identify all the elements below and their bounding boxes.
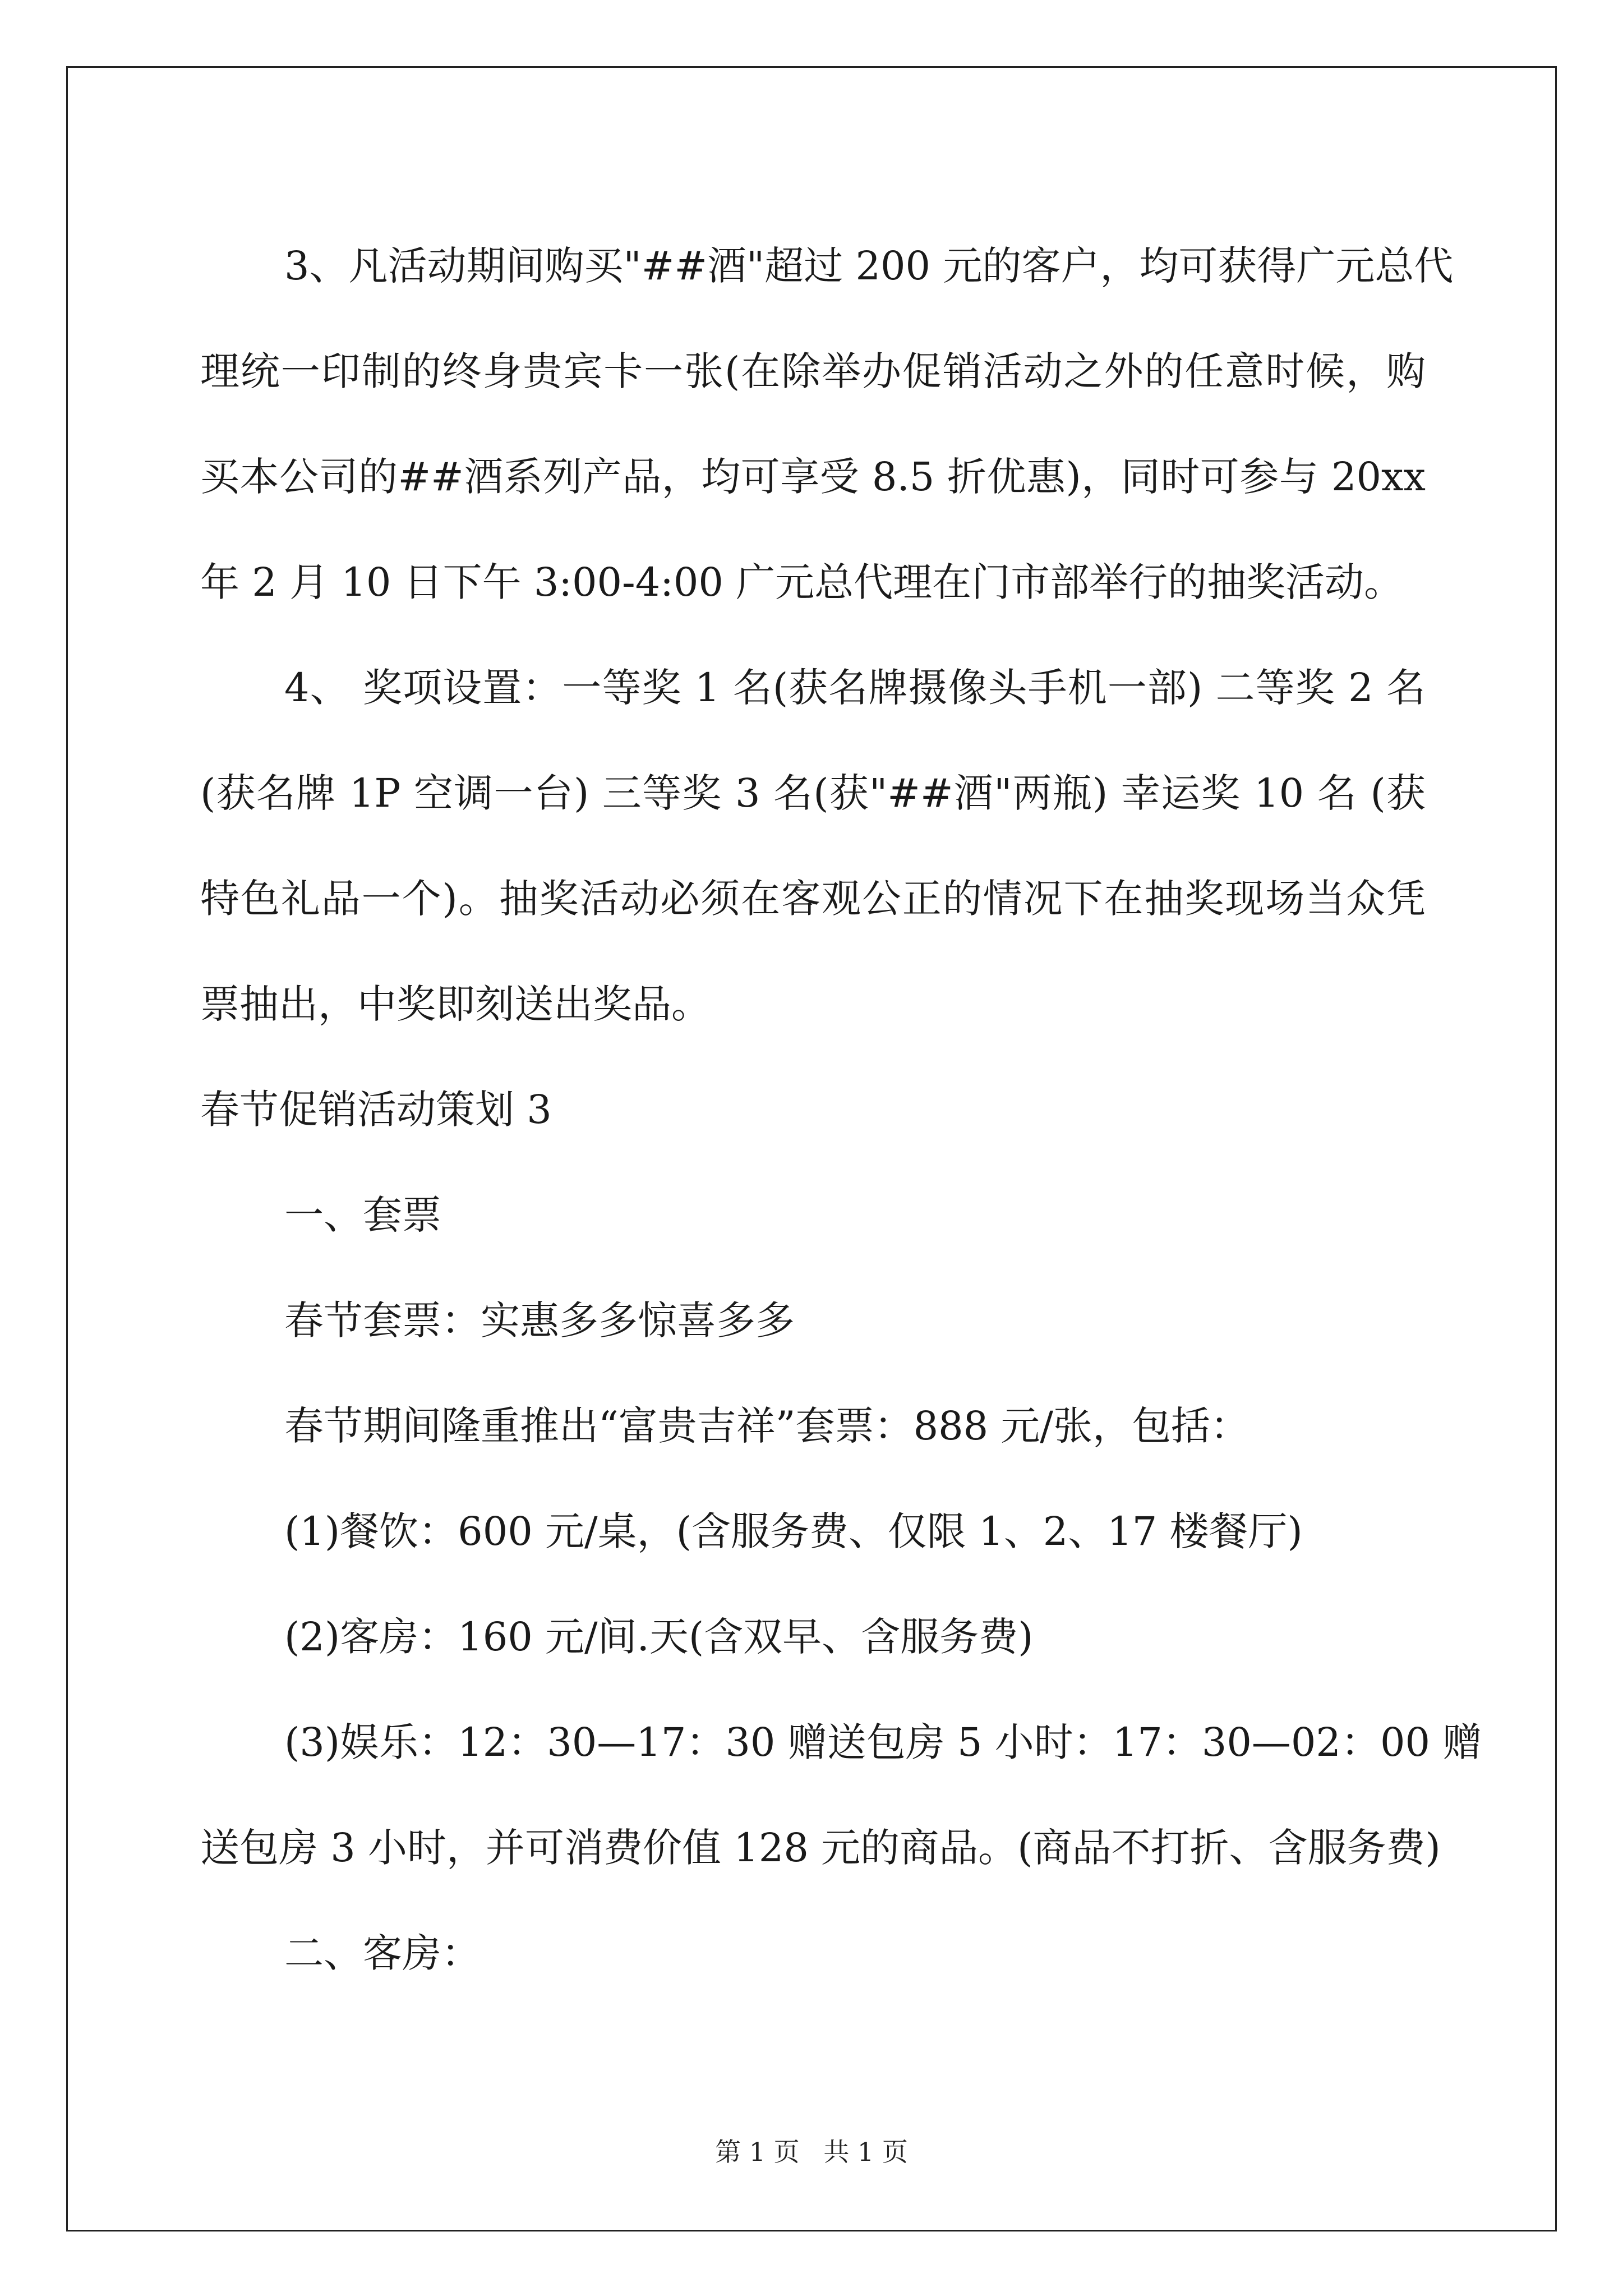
list-item: (1)餐饮：600 元/桌，(含服务费、仅限 1、2、17 楼餐厅) <box>284 1508 1303 1554</box>
list-item: 二、客房： <box>284 1930 481 1976</box>
document-body <box>200 213 1482 2006</box>
text-line: 3、凡活动期间购买"##酒"超过 200 元的客户，均可获得广元总代 <box>284 243 1454 289</box>
page-total: 共 1 页 <box>823 2137 908 2167</box>
paragraph-item-4 <box>200 635 1426 1057</box>
text-line: (获名牌 1P 空调一台) 三等奖 3 名(获"##酒"两瓶) 幸运奖 10 名 (获 <box>200 770 1426 816</box>
text-line: 理统一印制的终身贵宾卡一张(在除举办促销活动之外的任意时候，购 <box>200 348 1426 394</box>
text-line: 年 2 月 10 日下午 3:00-4:00 广元总代理在门市部举行的抽奖活动。 <box>200 559 1404 605</box>
list-item: 一、套票 <box>284 1192 441 1238</box>
text-line: 送包房 3 小时，并可消费价值 128 元的商品。(商品不打折、含服务费) <box>200 1825 1441 1871</box>
page-footer <box>0 2132 1623 2169</box>
text-line: 特色礼品一个)。抽奖活动必须在客观公正的情况下在抽奖现场当众凭 <box>200 876 1426 922</box>
paragraph-entertainment <box>200 1690 1482 1901</box>
section-title: 春节促销活动策划 3 <box>200 1087 552 1133</box>
text-line: 票抽出，中奖即刻送出奖品。 <box>200 981 711 1027</box>
page-number: 第 1 页 <box>715 2137 800 2167</box>
text-line: (3)娱乐：12：30—17：30 赠送包房 5 小时：17：30—02：00 赠 <box>284 1719 1482 1765</box>
list-item: 春节期间隆重推出“富贵吉祥”套票：888 元/张，包括： <box>284 1403 1250 1449</box>
list-item: (2)客房：160 元/间.天(含双早、含服务费) <box>284 1614 1034 1660</box>
paragraph-item-3 <box>200 213 1454 635</box>
list-item: 春节套票：实惠多多惊喜多多 <box>284 1297 795 1343</box>
text-line: 4、 奖项设置：一等奖 1 名(获名牌摄像头手机一部) 二等奖 2 名 <box>284 665 1426 711</box>
text-line: 买本公司的##酒系列产品，均可享受 8.5 折优惠)，同时可参与 20xx <box>200 454 1426 500</box>
